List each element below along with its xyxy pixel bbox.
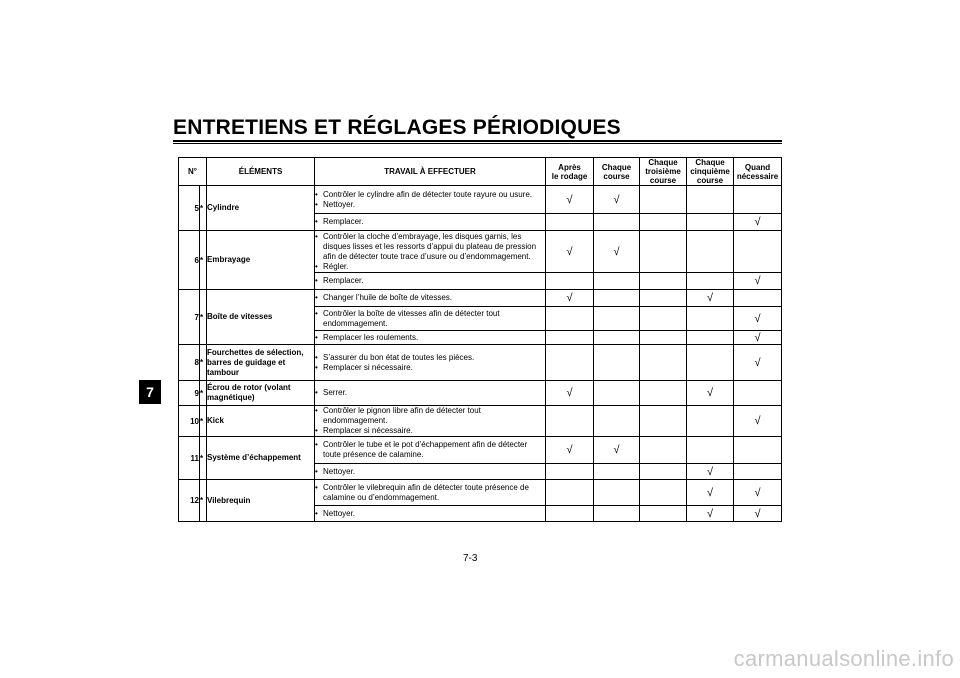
table-header-row (179, 158, 782, 186)
header-num: N° (179, 158, 207, 186)
bullet-icon: • (315, 332, 318, 342)
task-cell (315, 437, 546, 464)
check-cell (687, 186, 734, 214)
table-row (179, 437, 782, 464)
check-cell (594, 231, 640, 273)
check-cell (594, 506, 640, 522)
check-cell (734, 345, 782, 381)
row-number: 9 (179, 381, 200, 406)
header-travail: TRAVAIL À EFFECTUER (315, 158, 546, 186)
check-cell (546, 437, 594, 464)
row-number: 10 (179, 406, 200, 437)
check-cell (546, 345, 594, 381)
task-text: Contrôler le cylindre afin de détecter toute rayure ou usure. (323, 189, 533, 199)
check-cell (687, 480, 734, 506)
task-bullet (315, 333, 545, 343)
check-cell (546, 406, 594, 437)
check-cell (640, 273, 687, 290)
row-star: * (200, 480, 207, 522)
bullet-icon: • (315, 440, 318, 449)
check-cell (640, 214, 687, 231)
task-text: Remplacer si nécessaire. (323, 426, 413, 435)
task-bullet (315, 353, 545, 363)
check-mark-icon: √ (613, 245, 620, 258)
bullet-icon: • (315, 352, 318, 362)
check-cell (594, 464, 640, 480)
bullet-icon: • (315, 362, 318, 372)
title-underline (173, 140, 782, 142)
bullet-icon: • (315, 217, 318, 226)
check-mark-icon: √ (706, 507, 714, 520)
check-cell (594, 345, 640, 381)
task-bullet (315, 440, 545, 460)
bullet-icon: • (315, 426, 318, 435)
task-text: Nettoyer. (323, 466, 356, 476)
row-star: * (200, 406, 207, 437)
bullet-icon: • (315, 293, 318, 302)
check-mark-icon: √ (613, 193, 620, 206)
check-cell (640, 290, 687, 307)
check-cell (687, 273, 734, 290)
header-chaque-cinquieme: Chaque cinquième course (687, 158, 734, 186)
row-number: 5 (179, 186, 200, 231)
table-row (179, 406, 782, 437)
check-cell (687, 406, 734, 437)
check-cell (734, 480, 782, 506)
task-text: Contrôler la cloche d’embrayage, les disques garnis, les disques lisses et les ressorts d’appui du plateau de pression afin de détecter toute trace d’usure ou d’endommagement. (323, 231, 537, 261)
task-text: Remplacer si nécessaire. (323, 362, 413, 372)
check-mark-icon: √ (754, 216, 761, 228)
check-cell (687, 307, 734, 331)
check-cell (594, 273, 640, 290)
check-cell (546, 231, 594, 273)
check-cell (687, 345, 734, 381)
check-cell (687, 290, 734, 307)
check-cell (546, 331, 594, 345)
header-elements: ÉLÉMENTS (207, 158, 315, 186)
check-cell (594, 186, 640, 214)
task-text: Remplacer. (323, 217, 364, 226)
row-star: * (200, 231, 207, 290)
check-cell (594, 331, 640, 345)
bullet-icon: • (315, 189, 318, 199)
task-bullet (315, 200, 545, 210)
task-bullet (315, 309, 545, 329)
row-star: * (200, 437, 207, 480)
check-cell (594, 290, 640, 307)
check-mark-icon: √ (754, 312, 761, 325)
row-star: * (200, 345, 207, 381)
task-cell (315, 290, 546, 307)
check-cell (734, 186, 782, 214)
task-text: Contrôler la boîte de vitesses afin de détecter tout endommagement. (323, 308, 500, 328)
task-bullet (315, 467, 545, 477)
check-cell (734, 381, 782, 406)
task-cell (315, 480, 546, 506)
check-cell (734, 331, 782, 345)
check-cell (687, 437, 734, 464)
table-body (179, 186, 782, 522)
check-cell (734, 231, 782, 273)
task-bullet (315, 232, 545, 262)
table-row (179, 231, 782, 273)
check-mark-icon: √ (706, 292, 714, 304)
check-cell (594, 307, 640, 331)
bullet-icon: • (315, 308, 318, 318)
maintenance-table (178, 157, 782, 522)
task-bullet (315, 509, 545, 519)
table-row (179, 345, 782, 381)
check-cell (594, 437, 640, 464)
task-text: Régler. (323, 261, 349, 271)
row-star: * (200, 186, 207, 231)
check-mark-icon: √ (754, 486, 761, 499)
task-text: Remplacer. (323, 276, 364, 285)
check-mark-icon: √ (754, 415, 761, 427)
check-mark-icon: √ (566, 387, 573, 399)
task-cell (315, 307, 546, 331)
task-bullet (315, 388, 545, 398)
check-cell (546, 214, 594, 231)
check-cell (594, 406, 640, 437)
check-mark-icon: √ (754, 356, 761, 369)
row-element: Fourchettes de sélection, barres de guidage et tambour (207, 345, 315, 381)
task-bullet (315, 406, 545, 426)
check-mark-icon: √ (566, 292, 573, 304)
row-element: Cylindre (207, 186, 315, 231)
check-cell (640, 186, 687, 214)
bullet-icon: • (315, 508, 318, 518)
row-element: Boîte de vitesses (207, 290, 315, 345)
task-bullet (315, 293, 545, 303)
check-mark-icon: √ (754, 275, 761, 287)
task-text: Nettoyer. (323, 199, 356, 209)
check-cell (687, 506, 734, 522)
task-cell (315, 331, 546, 345)
check-cell (640, 406, 687, 437)
table-row (179, 290, 782, 307)
check-cell (687, 381, 734, 406)
check-mark-icon: √ (706, 465, 714, 478)
task-cell (315, 214, 546, 231)
check-cell (546, 506, 594, 522)
check-cell (546, 290, 594, 307)
header-apres-rodage: Après le rodage (546, 158, 594, 186)
check-cell (734, 506, 782, 522)
task-bullet (315, 217, 545, 227)
task-text: Contrôler le vilebrequin afin de détecter toute présence de calamine ou d’endommagement. (323, 482, 529, 502)
bullet-icon: • (315, 406, 318, 415)
task-cell (315, 406, 546, 437)
check-cell (734, 406, 782, 437)
task-cell (315, 231, 546, 273)
task-text: Nettoyer. (323, 508, 356, 518)
task-text: Contrôler le tube et le pot d’échappement afin de détecter toute présence de calamine. (323, 440, 528, 459)
header-chaque-troisieme: Chaque troisième course (640, 158, 687, 186)
check-cell (640, 464, 687, 480)
row-element: Vilebrequin (207, 480, 315, 522)
check-mark-icon: √ (566, 444, 573, 456)
row-element: Système d’échappement (207, 437, 315, 480)
task-cell (315, 273, 546, 290)
check-cell (734, 214, 782, 231)
task-bullet (315, 426, 545, 436)
check-cell (640, 231, 687, 273)
chapter-tab: 7 (139, 380, 161, 404)
task-text: Changer l’huile de boîte de vitesses. (323, 293, 452, 302)
task-bullet (315, 190, 545, 200)
page-title: ENTRETIENS ET RÉGLAGES PÉRIODIQUES (173, 116, 621, 139)
bullet-icon: • (315, 199, 318, 209)
check-cell (687, 331, 734, 345)
check-cell (546, 186, 594, 214)
check-cell (546, 464, 594, 480)
bullet-icon: • (315, 261, 318, 271)
watermark: carmanualsonline.info (733, 646, 954, 671)
check-cell (640, 345, 687, 381)
check-cell (594, 381, 640, 406)
row-star: * (200, 290, 207, 345)
task-bullet (315, 483, 545, 503)
check-cell (734, 464, 782, 480)
check-cell (734, 307, 782, 331)
check-cell (640, 307, 687, 331)
check-cell (546, 307, 594, 331)
task-bullet (315, 276, 545, 286)
check-cell (640, 381, 687, 406)
task-text: S’assurer du bon état de toutes les pièces. (323, 352, 475, 362)
task-bullet (315, 363, 545, 373)
table-row (179, 381, 782, 406)
check-cell (734, 273, 782, 290)
check-cell (594, 480, 640, 506)
row-number: 6 (179, 231, 200, 290)
bullet-icon: • (315, 388, 318, 397)
row-number: 12 (179, 480, 200, 522)
task-text: Remplacer les roulements. (323, 332, 419, 342)
check-cell (640, 437, 687, 464)
check-mark-icon: √ (566, 193, 573, 206)
row-element: Kick (207, 406, 315, 437)
task-text: Serrer. (323, 388, 348, 397)
check-cell (687, 464, 734, 480)
check-mark-icon: √ (706, 486, 714, 499)
row-star: * (200, 381, 207, 406)
check-cell (640, 331, 687, 345)
check-cell (734, 437, 782, 464)
bullet-icon: • (315, 482, 318, 492)
check-cell (594, 214, 640, 231)
task-cell (315, 506, 546, 522)
check-cell (687, 231, 734, 273)
check-mark-icon: √ (706, 387, 714, 399)
check-mark-icon: √ (754, 507, 761, 520)
row-element: Écrou de rotor (volant magnétique) (207, 381, 315, 406)
row-number: 8 (179, 345, 200, 381)
bullet-icon: • (315, 466, 318, 476)
row-number: 7 (179, 290, 200, 345)
task-cell (315, 186, 546, 214)
table-row (179, 186, 782, 214)
page-number: 7-3 (463, 553, 478, 564)
check-cell (687, 214, 734, 231)
header-chaque-course: Chaque course (594, 158, 640, 186)
title-underline-thin (173, 143, 782, 144)
row-number: 11 (179, 437, 200, 480)
task-cell (315, 381, 546, 406)
header-quand-necessaire: Quand nécessaire (734, 158, 782, 186)
check-cell (546, 273, 594, 290)
check-cell (546, 480, 594, 506)
task-text: Contrôler le pignon libre afin de détecter tout endommagement. (323, 406, 481, 425)
check-mark-icon: √ (754, 331, 761, 344)
task-bullet (315, 262, 545, 272)
bullet-icon: • (315, 276, 318, 285)
check-mark-icon: √ (613, 444, 620, 456)
check-cell (546, 381, 594, 406)
check-cell (734, 290, 782, 307)
task-cell (315, 464, 546, 480)
table-row (179, 480, 782, 506)
check-cell (640, 480, 687, 506)
check-mark-icon: √ (566, 245, 573, 258)
task-cell (315, 345, 546, 381)
row-element: Embrayage (207, 231, 315, 290)
check-cell (640, 506, 687, 522)
bullet-icon: • (315, 231, 318, 241)
